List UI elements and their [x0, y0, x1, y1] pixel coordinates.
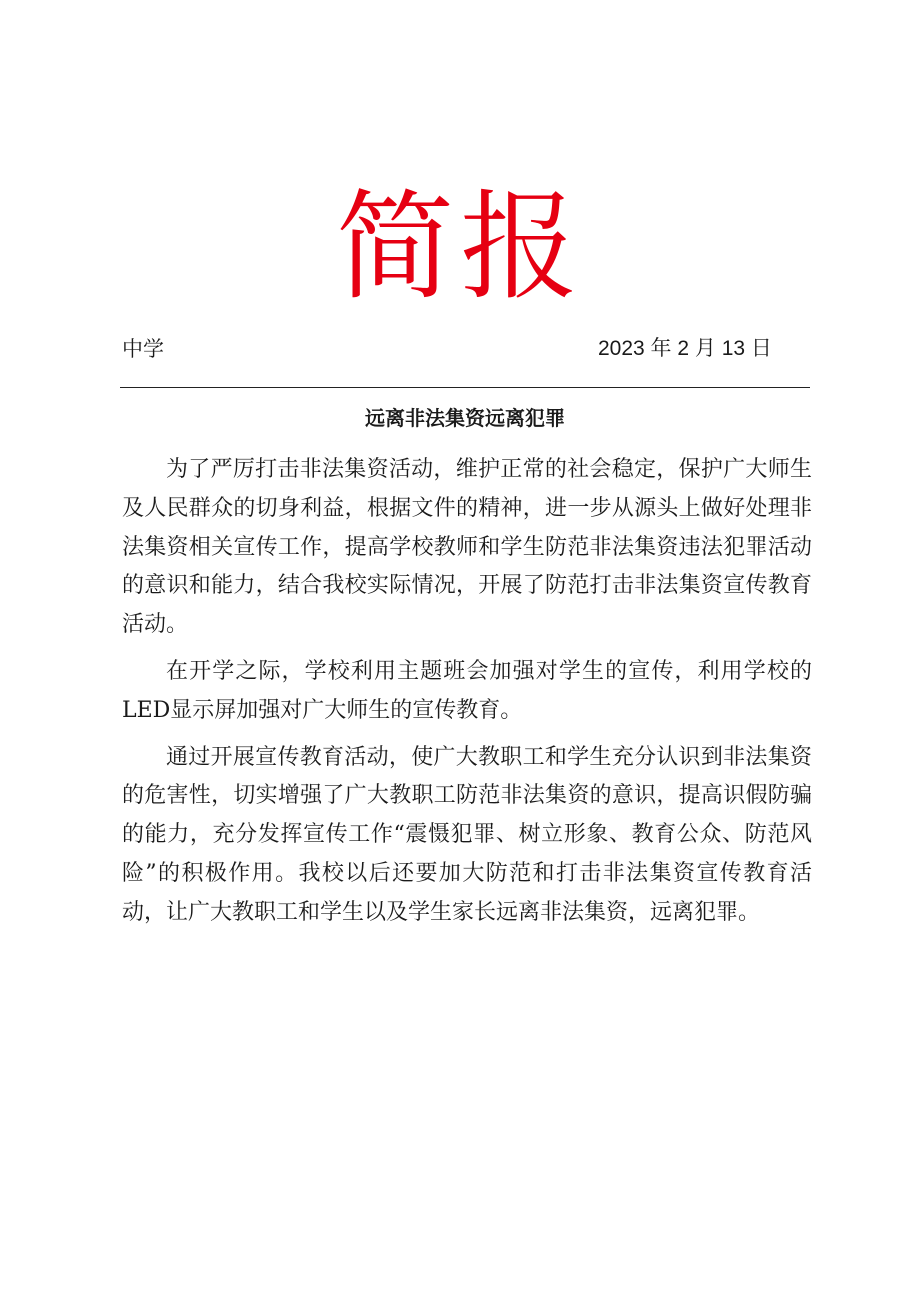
article-title: 远离非法集资远离犯罪	[365, 406, 565, 430]
masthead-title: 简报	[335, 178, 584, 316]
paragraph-2: 在开学之际，学校利用主题班会加强对学生的宣传，利用学校的LED显示屏加强对广大师生的宣传教育。	[122, 658, 812, 723]
paragraph-1: 为了严厉打击非法集资活动，维护正常的社会稳定，保护广大师生及人民群众的切身利益，根据文件的精神，进一步从源头上做好处理非法集资相关宣传工作，提高学校教师和学生防范非法集资违法犯罪活动的意识和能力，结合我校实际情况，开展了防范打击非法集资宣传教育活动。	[122, 457, 812, 638]
paragraph-3: 通过开展宣传教育活动，使广大教职工和学生充分认识到非法集资的危害性，切实增强了广大教职工防范非法集资的意识，提高识假防骗的能力，充分发挥宣传工作“震慑犯罪、树立形象、教育公众、防范风险”的积极作用。我校以后还要加大防范和打击非法集资宣传教育活动，让广大教职工和学生以及学生家长远离非法集资，远离犯罪。	[122, 744, 812, 925]
header-divider	[120, 387, 810, 388]
issue-date: 2023 年 2 月 13 日	[598, 337, 772, 360]
school-name: 中学	[122, 337, 164, 361]
article-body	[122, 451, 812, 941]
